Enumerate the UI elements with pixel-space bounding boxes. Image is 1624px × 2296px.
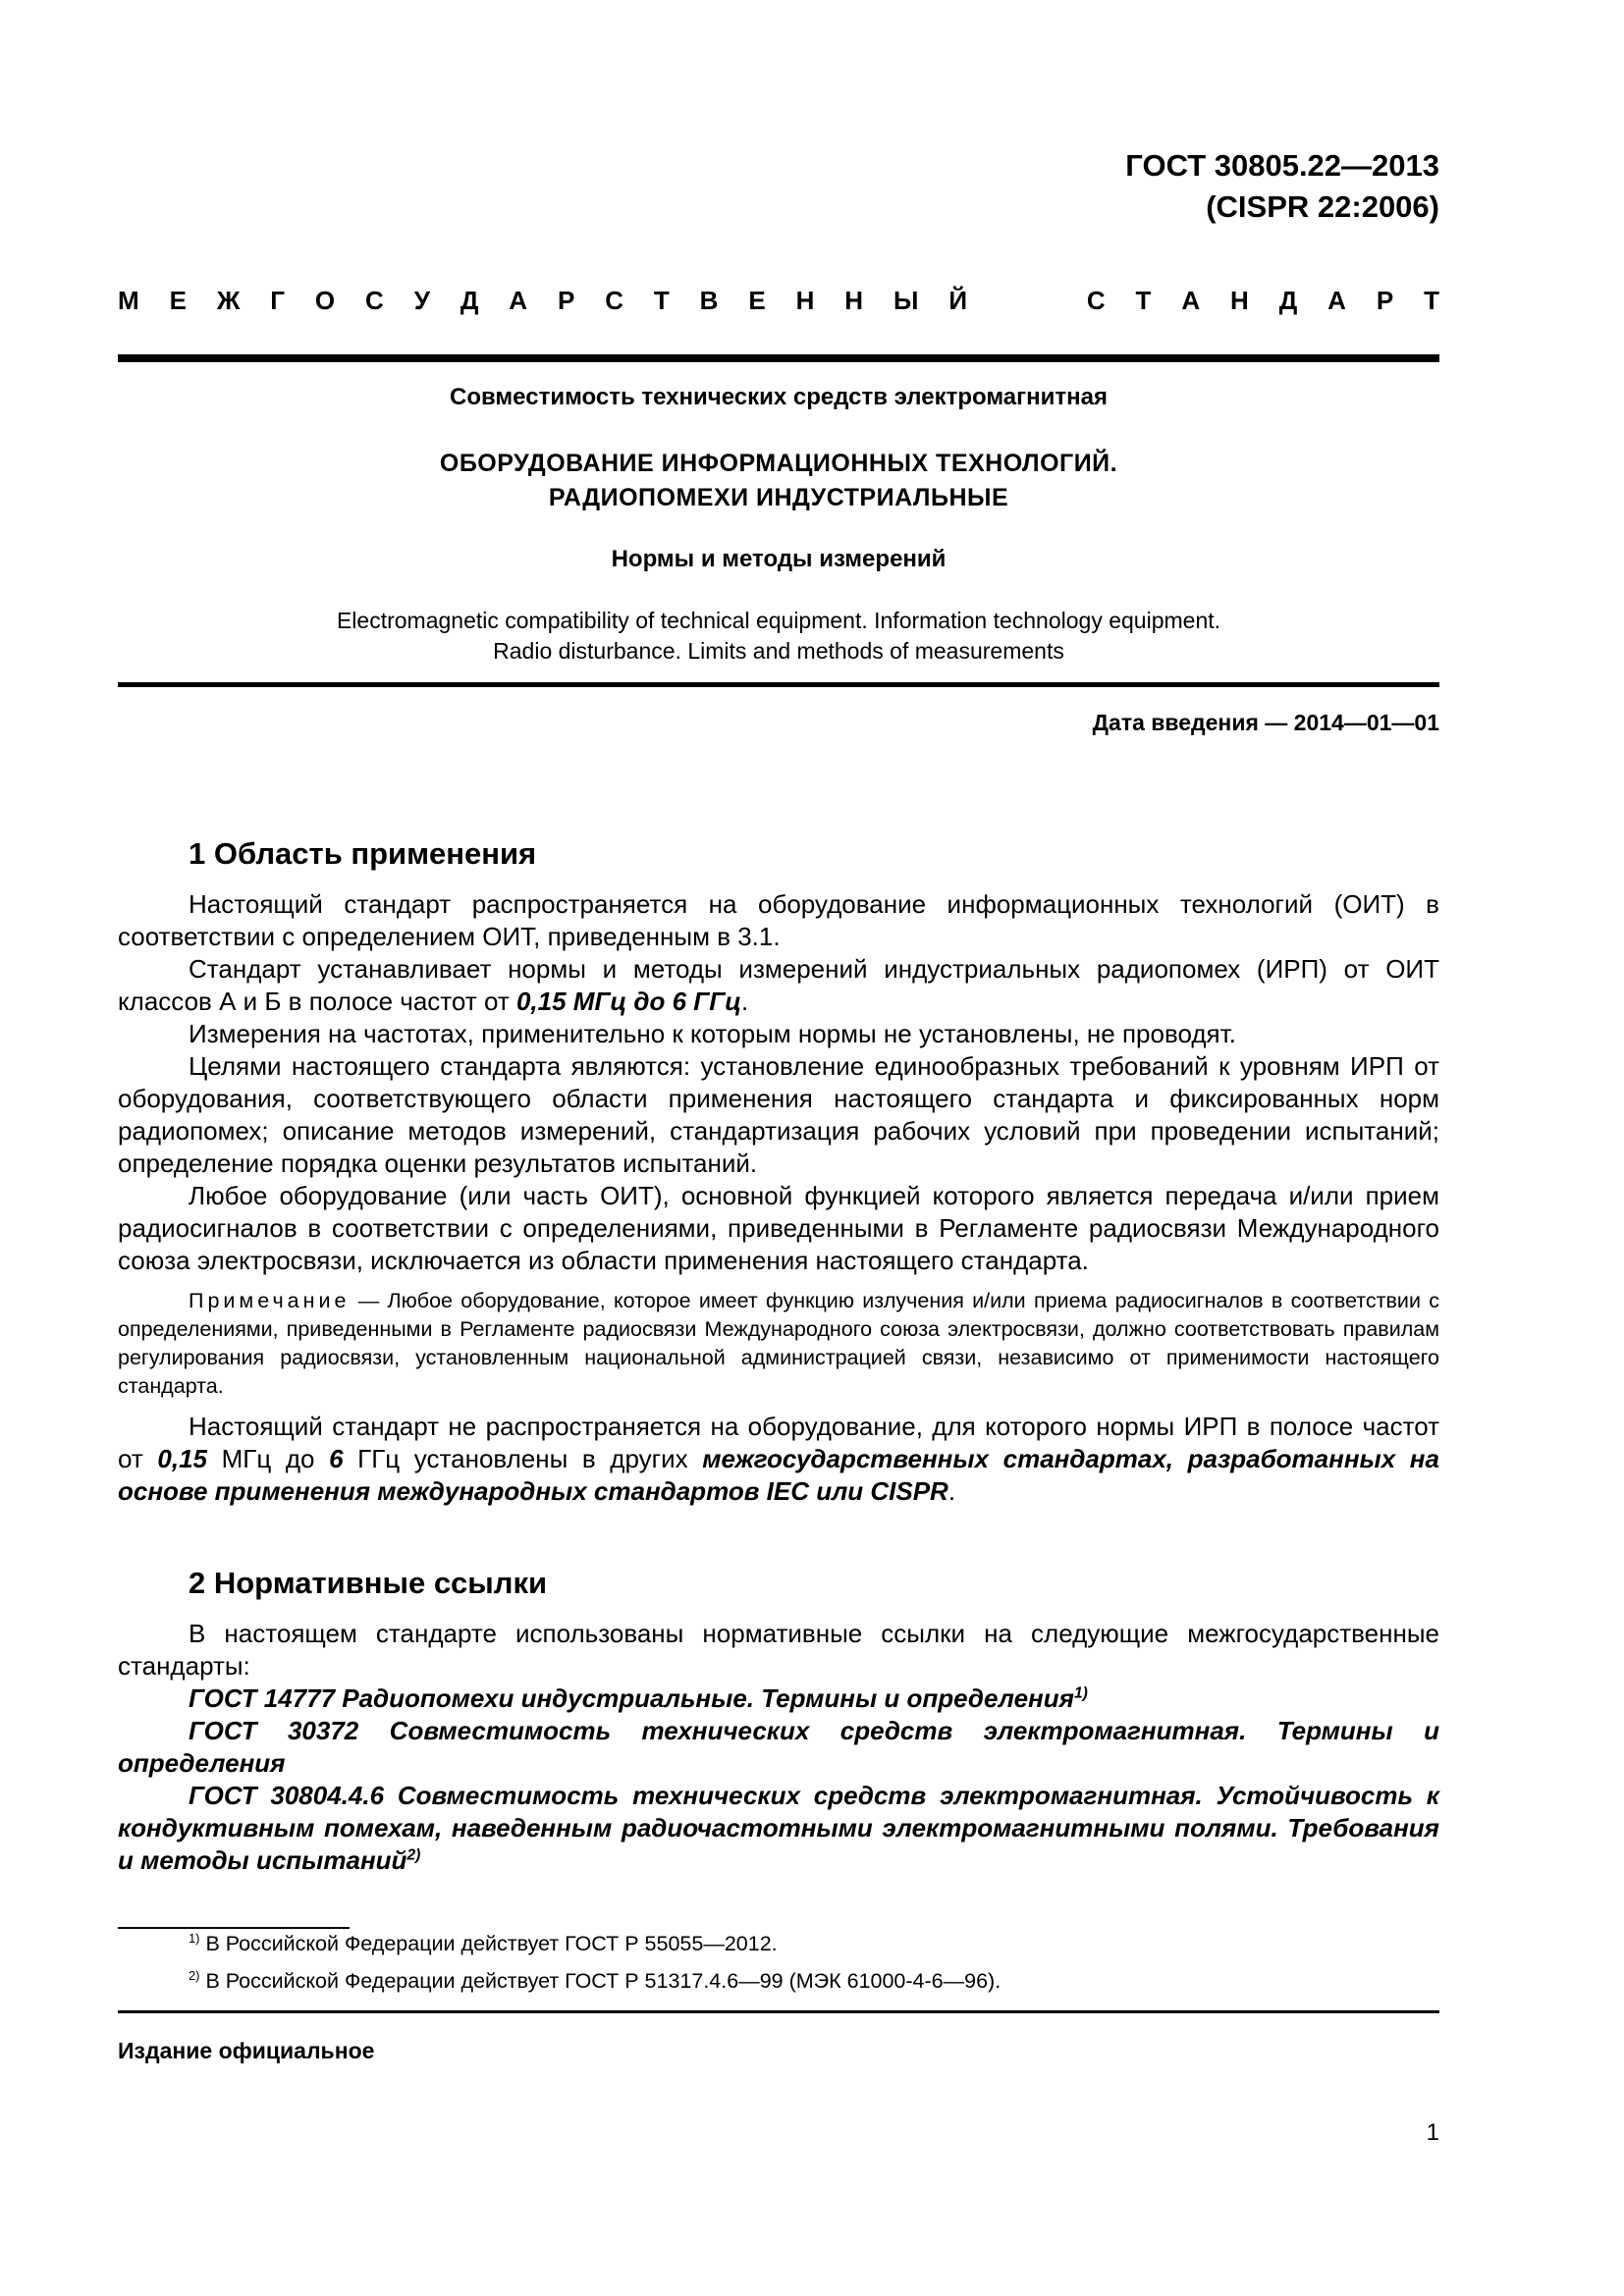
footnote-mark: 2) — [406, 1846, 421, 1864]
document-title — [118, 447, 1439, 515]
footnote-text: В Российской Федерации действует ГОСТ Р 51317.4.6—99 (МЭК 61000-4-6—96). — [199, 1969, 1001, 1993]
normative-reference — [118, 1682, 1439, 1715]
banner-letter: А — [1181, 286, 1201, 315]
banner-letter: Д — [1278, 286, 1298, 315]
footnote-number: 1) — [189, 1930, 200, 1946]
reference-text: ГОСТ 30804.4.6 Совместимость технических средств электромагнитная. Устойчивость к кондуктивным помехам, наведенным радиочастотными электромагнитными полями. Требования и методы испытаний — [118, 1781, 1439, 1875]
banner-letter: Д — [460, 286, 479, 315]
banner-letter: Е — [169, 286, 187, 315]
section1-paragraph — [118, 953, 1439, 1018]
section1-body — [118, 888, 1439, 1508]
frequency-low: 0,15 — [157, 1444, 208, 1473]
page-number: 1 — [1426, 2119, 1439, 2146]
paragraph-text: ГГц установлены в других — [343, 1444, 703, 1473]
title-divider — [118, 682, 1439, 687]
interstate-standard-banner — [118, 286, 1439, 316]
banner-letter: Н — [844, 286, 864, 315]
standard-code — [1125, 145, 1439, 228]
banner-word-gap — [998, 286, 1056, 316]
banner-letter: А — [509, 286, 528, 315]
paragraph-text: МГц до — [207, 1444, 330, 1473]
introduction-date: Дата введения — 2014—01—01 — [1092, 710, 1439, 735]
standard-code-line2: (CISPR 22:2006) — [1206, 189, 1439, 224]
footnote-text: В Российской Федерации действует ГОСТ Р 55055—2012. — [199, 1932, 778, 1955]
footnote-divider — [118, 1927, 350, 1929]
banner-letter: М — [118, 286, 139, 315]
section1-paragraph: Любое оборудование (или часть ОИТ), основной функцией которого является передача и/или прием радиосигналов в соответствии с определениями, приведенными в Регламенте радиосвязи Международного союза электросвязи, исключается из области применения настоящего стандарта. — [118, 1181, 1439, 1275]
banner-letter: Т — [1424, 286, 1439, 315]
footnote-mark: 1) — [1073, 1684, 1088, 1702]
section1-note — [118, 1287, 1439, 1401]
section1-heading: 1 Область применения — [189, 836, 537, 871]
banner-letter: Т — [1135, 286, 1152, 315]
section1-paragraph: Целями настоящего стандарта являются: установление единообразных требований к уровням ИРП от оборудования, соответствующего области применения настоящего стандарта и фиксированных норм радиопомех; описание методов измерений, стандартизация рабочих условий при проведении испытаний; определение порядка оценки результатов испытаний. — [118, 1051, 1439, 1178]
document-title-line1: ОБОРУДОВАНИЕ ИНФОРМАЦИОННЫХ ТЕХНОЛОГИЙ. — [439, 450, 1118, 477]
normative-reference — [118, 1780, 1439, 1877]
banner-letter: С — [1086, 286, 1106, 315]
banner-letter: С — [605, 286, 623, 315]
paragraph-text: Настоящий стандарт не распространяется на оборудование, для которого нормы ИРП в полосе частот от — [118, 1412, 1439, 1473]
english-title-line2: Radio disturbance. Limits and methods of measurements — [493, 638, 1064, 664]
banner-letter: Т — [653, 286, 670, 315]
paragraph-text: . — [947, 1476, 956, 1506]
section1-paragraph: Измерения на частотах, применительно к которым нормы не установлены, не проводят. — [189, 1019, 1236, 1048]
footnote-1 — [189, 1932, 778, 1956]
note-text: — Любое оборудование, которое имеет функцию излучения и/или приема радиосигналов в соответствии с определениями, приведенными в Регламенте радиосвязи Международного союза электросвязи, должно соответствовать правилам регулирования радиосвязи, установленным национальной администрацией связи, независимо от применимости настоящего стандарта. — [118, 1289, 1439, 1398]
english-title — [118, 606, 1439, 667]
footnote-number: 2) — [189, 1967, 200, 1983]
section2-body — [118, 1618, 1439, 1877]
reference-text: ГОСТ 14777 Радиопомехи индустриальные. Термины и определения — [189, 1683, 1074, 1713]
standard-code-line1: ГОСТ 30805.22—2013 — [1125, 148, 1439, 183]
banner-letter: Н — [795, 286, 815, 315]
banner-letter: Н — [1230, 286, 1249, 315]
banner-letter: Ы — [893, 286, 919, 315]
banner-letter: Г — [270, 286, 285, 315]
section1-paragraph — [118, 1411, 1439, 1508]
banner-letter: А — [1327, 286, 1346, 315]
section2-heading: 2 Нормативные ссылки — [189, 1566, 548, 1600]
note-label: Примечание — [189, 1289, 351, 1312]
official-edition-label: Издание официальное — [118, 2038, 375, 2063]
banner-letter: О — [314, 286, 336, 315]
paragraph-text: Стандарт устанавливает нормы и методы измерений индустриальных радиопомех (ИРП) от ОИТ классов А и Б в полосе частот от — [118, 954, 1439, 1016]
standards-reference: межгосударственных стандартах, разработанных на основе применения международных стандартов IEC или CISPR — [118, 1444, 1439, 1506]
document-subtitle: Совместимость технических средств электромагнитная — [450, 384, 1108, 410]
section1-paragraph: Настоящий стандарт распространяется на оборудование информационных технологий (ОИТ) в соответствии с определением ОИТ, приведенным в 3.1. — [118, 889, 1439, 951]
english-title-line1: Electromagnetic compatibility of technical equipment. Information technology equipment. — [336, 608, 1221, 633]
banner-letter: В — [699, 286, 719, 315]
banner-letter: Р — [1376, 286, 1394, 315]
section2-paragraph: В настоящем стандарте использованы нормативные ссылки на следующие межгосударственные стандарты: — [118, 1619, 1439, 1681]
banner-letter: Е — [748, 286, 766, 315]
banner-letter: Й — [948, 286, 968, 315]
normative-reference: ГОСТ 30372 Совместимость технических средств электромагнитная. Термины и определения — [118, 1716, 1439, 1778]
frequency-range: 0,15 МГц до 6 ГГц — [515, 987, 742, 1016]
paragraph-text: . — [741, 987, 749, 1016]
footnote-2 — [189, 1969, 1001, 1994]
frequency-high: 6 — [329, 1444, 344, 1473]
banner-letter: У — [413, 286, 430, 315]
footer-divider — [118, 2010, 1439, 2013]
banner-letter: С — [365, 286, 384, 315]
banner-letter: Ж — [216, 286, 241, 315]
banner-letter: Р — [557, 286, 575, 315]
header-divider — [118, 354, 1439, 362]
document-norms-title: Нормы и методы измерений — [611, 546, 947, 572]
document-title-line2: РАДИОПОМЕХИ ИНДУСТРИАЛЬНЫЕ — [548, 484, 1009, 511]
